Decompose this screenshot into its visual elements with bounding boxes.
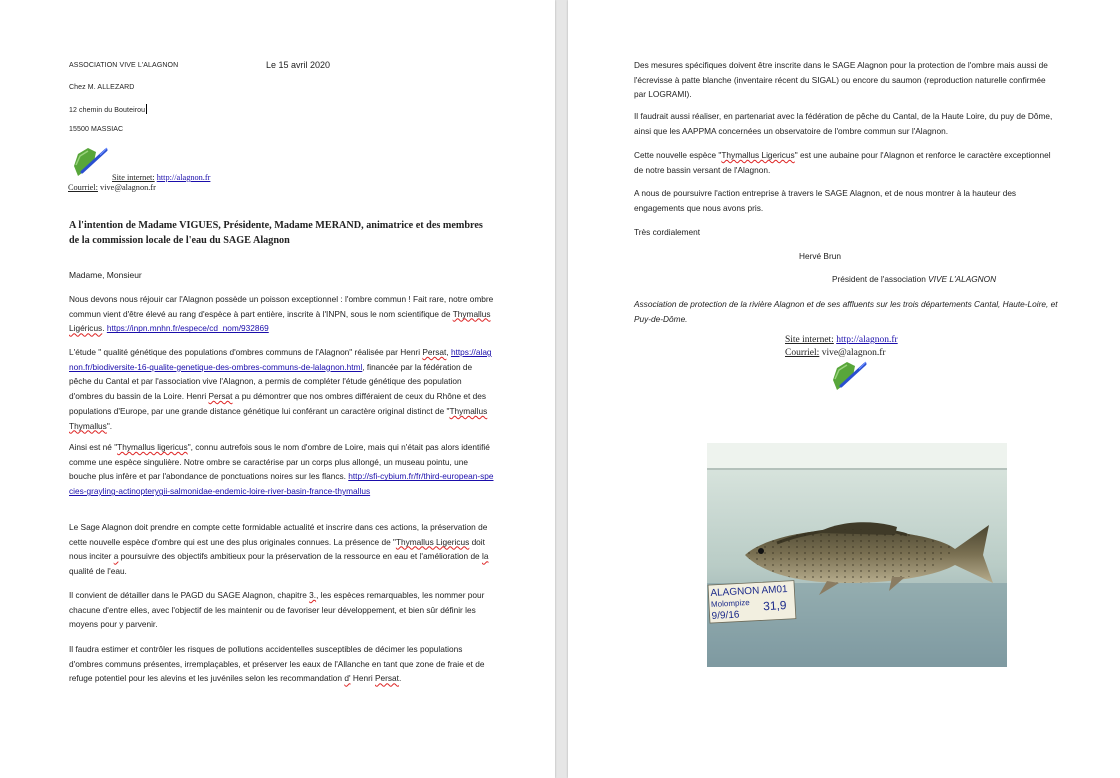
paragraph-5: Il convient de détailler dans le PAGD du SAGE Alagnon, chapitre 3., les espèces remarquables, les nommer pour chacune d'entre elles, avec l'objectif de les maintenir ou de favoriser leur développement, et bien sûr définir les moyens pour y parvenir. <box>69 590 485 630</box>
association-logo-p2 <box>829 360 869 396</box>
association-name: ASSOCIATION VIVE L'ALAGNON <box>69 62 179 69</box>
paragraph-p2-4: A nous de poursuivre l'action entreprise à travers le SAGE Alagnon, et de nous montrer à la hauteur des engagements que nous avons pris. <box>634 188 1017 213</box>
photo-card-date: 9/9/16 <box>711 609 740 622</box>
closing: Très cordialement <box>634 227 701 237</box>
site-line: Site internet: http://alagnon.fr <box>112 173 211 182</box>
document-page-1 <box>0 0 555 778</box>
signer-role: Président de l'association VIVE L'ALAGNON <box>832 274 997 284</box>
signer-name: Hervé Brun <box>799 251 841 261</box>
email-line-p2: Courriel: vive@alagnon.fr <box>785 348 886 358</box>
site-link[interactable]: http://alagnon.fr <box>156 173 211 182</box>
photo-card-size: 31,9 <box>762 598 787 614</box>
address-chez: Chez M. ALLEZARD <box>69 84 135 91</box>
photo-card-line2: Molompize <box>710 597 750 609</box>
site-link-p2[interactable]: http://alagnon.fr <box>836 335 898 345</box>
text-cursor <box>146 104 147 114</box>
paragraph-p2-3: Cette nouvelle espèce "Thymallus Ligericus" est une aubaine pour l'Alagnon et renforce le caractère exceptionnel de notre bassin versant de l'Alagnon. <box>634 150 1051 175</box>
cybium-link[interactable]: http://sfi-cybium.fr/fr/third-european-species-grayling-actinopterygii-salmonidae-endemic-loire-river-basin-france-thymallus <box>69 471 494 497</box>
email-line: Courriel: vive@alagnon.fr <box>68 183 156 192</box>
genetique-study-link[interactable]: https://alagnon.fr/biodiversite-16-qualite-genetique-des-ombres-communs-de-lalagnon.html <box>69 347 492 372</box>
paragraph-4: Le Sage Alagnon doit prendre en compte cette formidable actualité et inscrire dans ces actions, la préservation de cette nouvelle espèce d'ombre qui est une des plus originales connues. La présence de "Thymallus Ligericus doit nous inciter a poursuivre des objectifs ambitieux pour la préservation de la ressource en eau et l'amélioration de la qualité de l'eau. <box>69 522 489 577</box>
paragraph-1: Nous devons nous réjouir car l'Alagnon possède un poisson exceptionnel : l'ombre commun ! Fait rare, notre ombre commun vient d'être élevé au rang d'espèce à part entière, inscrite à l'INPN, sous le nom scientifique de Thymallus Ligéricus. https://inpn.mnhn.fr/espece/cd_nom/932869 <box>69 294 494 334</box>
paragraph-6: Il faudra estimer et contrôler les risques de pollutions accidentelles susceptibles de décimer les populations d'ombres communs présentes, irremplaçables, et préserver les eaux de l'Allanche en tant que zone de fraie et de refuge potentiel pour les alevins et les juvéniles selon les recommandation d' Henri Persat. <box>69 644 485 684</box>
association-tagline: Association de protection de la rivière Alagnon et de ses affluents sur les trois départements Cantal, Haute-Loire, et Puy-de-Dôme. <box>634 299 1058 324</box>
paragraph-p2-1: Des mesures spécifiques doivent être inscrite dans le SAGE Alagnon pour la protection de l'ombre mais aussi de l'écrevisse à patte blanche (inventaire récent du SIGAL) ou encore du saumon (reproduction naturelle confirmée par LOGRAMI). <box>634 60 1048 100</box>
grayling-photo <box>707 443 1007 667</box>
inpn-link[interactable]: https://inpn.mnhn.fr/espece/cd_nom/932869 <box>106 323 269 334</box>
site-line-p2: Site internet: http://alagnon.fr <box>785 335 898 345</box>
photo-card-line1: ALAGNON AM01 <box>710 583 788 599</box>
paragraph-3: Ainsi est né "Thymallus ligericus", connu autrefois sous le nom d'ombre de Loire, mais qui n'était pas alors identifié comme une espèce singulière. Notre ombre se caractérise par un corps plus allongé, un museau pointu, une bouche plus infère et par l'abondance de ponctuations noires sur les flancs. http://sfi-cybium.fr/fr/third-european-species-grayling-actinopterygii-salmonidae-endemic-loire-river-basin-france-thymallus <box>69 442 494 497</box>
document-page-2 <box>568 0 1120 778</box>
salutation: Madame, Monsieur <box>69 270 142 280</box>
recipient-heading: A l'intention de Madame VIGUES, Présidente, Madame MERAND, animatrice et des membres de la commission locale de l'eau du SAGE Alagnon <box>69 220 483 246</box>
association-logo <box>70 146 110 182</box>
paragraph-p2-2: Il faudrait aussi réaliser, en partenariat avec la fédération de pêche du Cantal, de la Haute Loire, du puy de Dôme, ainsi que les AAPPMA concernées un observatoire de l'ombre commun sur l'Alagnon. <box>634 111 1053 136</box>
address-street: 12 chemin du Bouteirou <box>69 104 147 114</box>
paragraph-2: L'étude " qualité génétique des populations d'ombres communs de l'Alagnon" réalisée par Henri Persat, https://alagnon.fr/biodiversite-16-qualite-genetique-des-ombres-communs-de-lalagnon.html, financée par la fédération de pêche du Cantal et par l'association vive l'Alagnon, a permis de compléter l'étude génétique des population d'ombres du bassin de la Loire. Henri Persat a pu démontrer que nos ombres différaient de ceux du Rhône et des populations d'Europe, par une grande distance génétique lui conférant un caractère original distinct de "Thymallus Thymallus". <box>69 347 492 431</box>
grayling-photo-drawing <box>707 443 1007 667</box>
letter-date: Le 15 avril 2020 <box>266 60 331 70</box>
address-city: 15500 MASSIAC <box>69 126 124 133</box>
